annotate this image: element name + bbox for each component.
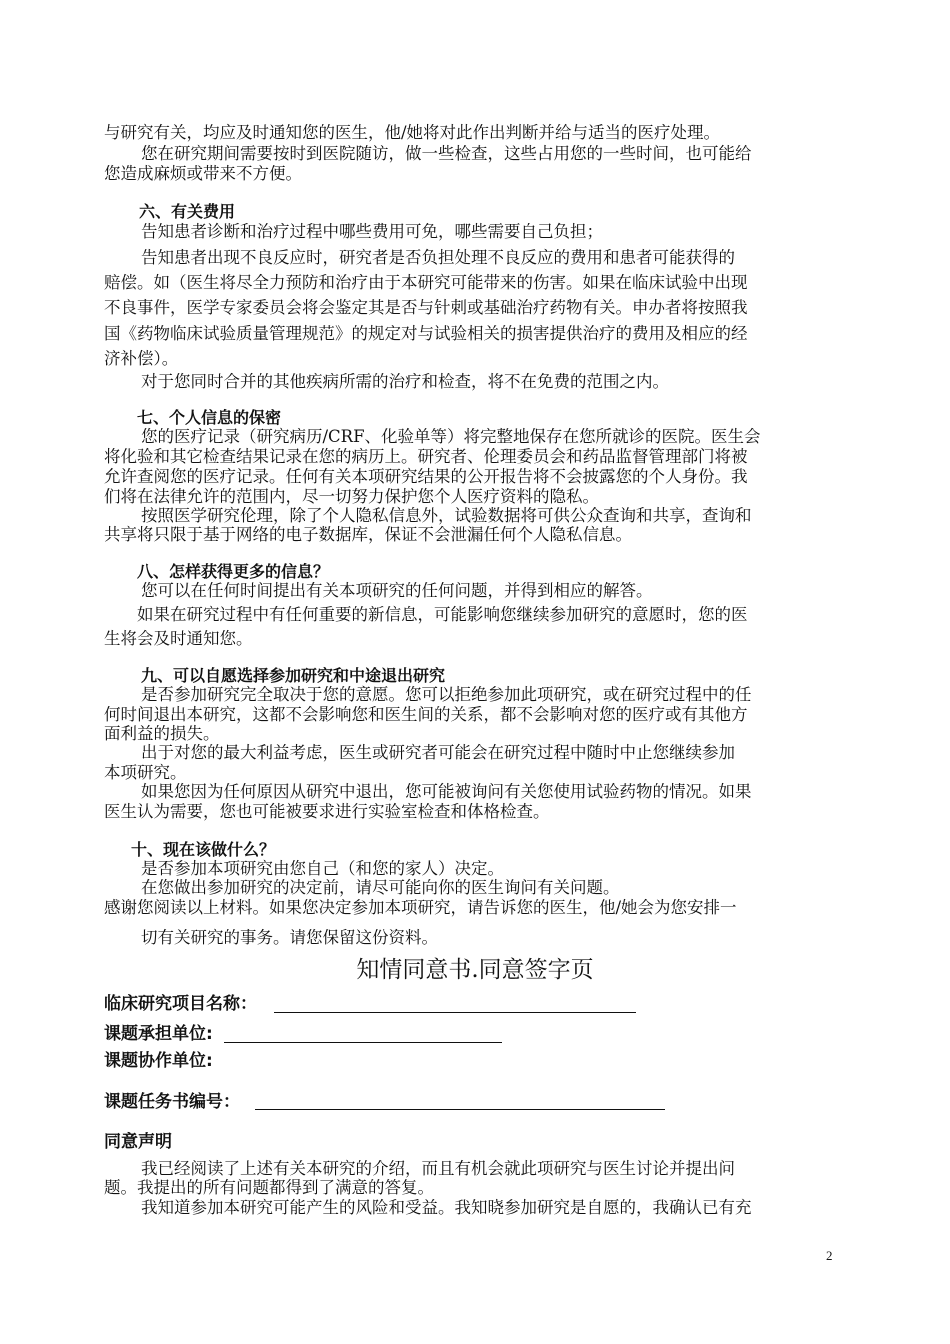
paragraph-line: 与研究有关，均应及时通知您的医生，他/她将对此作出判断并给与适当的医疗处理。 — [104, 123, 721, 142]
paragraph-line: 出于对您的最大利益考虑，医生或研究者可能会在研究过程中随时中止您继续参加 — [141, 743, 735, 762]
paragraph-line: 如果您因为任何原因从研究中退出，您可能被询问有关您使用试验药物的情况。如果 — [141, 782, 752, 801]
paragraph-line: 我知道参加本研究可能产生的风险和受益。我知晓参加研究是自愿的，我确认已有充 — [141, 1198, 752, 1217]
paragraph-line: 医生认为需要，您也可能被要求进行实验室检查和体格检查。 — [104, 802, 550, 821]
paragraph-line: 感谢您阅读以上材料。如果您决定参加本项研究，请告诉您的医生，他/她会为您安排一 — [104, 898, 737, 917]
paragraph-line: 如果在研究过程中有任何重要的新信息，可能影响您继续参加研究的意愿时，您的医 — [137, 605, 748, 624]
cooperation-unit-label: 课题协作单位: — [104, 1051, 213, 1071]
undertaking-unit-label: 课题承担单位: — [104, 1024, 213, 1044]
task-number-field[interactable] — [255, 1109, 665, 1110]
paragraph-line: 您造成麻烦或带来不方便。 — [104, 164, 302, 183]
section-heading-fees: 六、有关费用 — [139, 202, 236, 221]
paragraph-line: 何时间退出本研究，这都不会影响您和医生间的关系，都不会影响对您的医疗或有其他方 — [104, 705, 748, 724]
paragraph-line: 是否参加研究完全取决于您的意愿。您可以拒绝参加此项研究，或在研究过程中的任 — [141, 685, 752, 704]
paragraph-line: 您的医疗记录（研究病历/CRF、化验单等）将完整地保存在您所就诊的医院。医生会 — [141, 427, 761, 446]
paragraph-line: 不良事件，医学专家委员会将会鉴定其是否与针刺或基础治疗药物有关。申办者将按照我 — [104, 298, 748, 317]
paragraph-line: 国《药物临床试验质量管理规范》的规定对与试验相关的损害提供治疗的费用及相应的经 — [104, 324, 748, 343]
paragraph-line: 济补偿）。 — [104, 349, 179, 368]
paragraph-line: 将化验和其它检查结果记录在您的病历上。研究者、伦理委员会和药品监督管理部门将被 — [104, 447, 748, 466]
paragraph-line: 您可以在任何时间提出有关本项研究的任何问题，并得到相应的解答。 — [141, 581, 653, 600]
undertaking-unit-field[interactable] — [224, 1042, 502, 1043]
paragraph-line: 共享将只限于基于网络的电子数据库，保证不会泄漏任何个人隐私信息。 — [104, 525, 632, 544]
paragraph-line: 面利益的损失。 — [104, 724, 220, 743]
paragraph-line: 我已经阅读了上述有关本研究的介绍，而且有机会就此项研究与医生讨论并提出问 — [141, 1159, 735, 1178]
paragraph-line: 们将在法律允许的范围内，尽一切努力保护您个人医疗资料的隐私。 — [104, 487, 599, 506]
section-heading-more-info: 八、怎样获得更多的信息？ — [137, 562, 330, 581]
consent-page-title: 知情同意书.同意签字页 — [356, 957, 594, 983]
page-number: 2 — [826, 1248, 833, 1263]
section-heading-voluntary: 九、可以自愿选择参加研究和中途退出研究 — [141, 666, 446, 685]
project-name-field[interactable] — [274, 1012, 636, 1013]
paragraph-line: 您在研究期间需要按时到医院随访，做一些检查，这些占用您的一些时间，也可能给 — [141, 144, 752, 163]
paragraph-line: 告知患者诊断和治疗过程中哪些费用可免，哪些需要自己负担； — [141, 222, 603, 241]
consent-statement-heading: 同意声明 — [104, 1132, 172, 1152]
section-heading-privacy: 七、个人信息的保密 — [137, 408, 282, 427]
paragraph-line: 本项研究。 — [104, 763, 187, 782]
paragraph-line: 是否参加本项研究由您自己（和您的家人）决定。 — [141, 859, 504, 878]
project-name-label: 临床研究项目名称： — [104, 994, 257, 1014]
task-number-label: 课题任务书编号： — [104, 1092, 240, 1112]
paragraph-line: 按照医学研究伦理，除了个人隐私信息外，试验数据将可供公众查询和共享，查询和 — [141, 506, 752, 525]
paragraph-line: 在您做出参加研究的决定前，请尽可能向你的医生询问有关问题。 — [141, 878, 620, 897]
paragraph-line: 生将会及时通知您。 — [104, 629, 253, 648]
paragraph-line: 赔偿。如（医生将尽全力预防和治疗由于本研究可能带来的伤害。如果在临床试验中出现 — [104, 273, 748, 292]
paragraph-line: 对于您同时合并的其他疾病所需的治疗和检查，将不在免费的范围之内。 — [141, 372, 669, 391]
paragraph-line: 切有关研究的事务。请您保留这份资料。 — [141, 928, 438, 947]
section-heading-what-now: 十、现在该做什么？ — [131, 840, 276, 859]
paragraph-line: 允许查阅您的医疗记录。任何有关本项研究结果的公开报告将不会披露您的个人身份。我 — [104, 467, 748, 486]
paragraph-line: 题。我提出的所有问题都得到了满意的答复。 — [104, 1178, 434, 1197]
paragraph-line: 告知患者出现不良反应时，研究者是否负担处理不良反应的费用和患者可能获得的 — [141, 248, 735, 267]
